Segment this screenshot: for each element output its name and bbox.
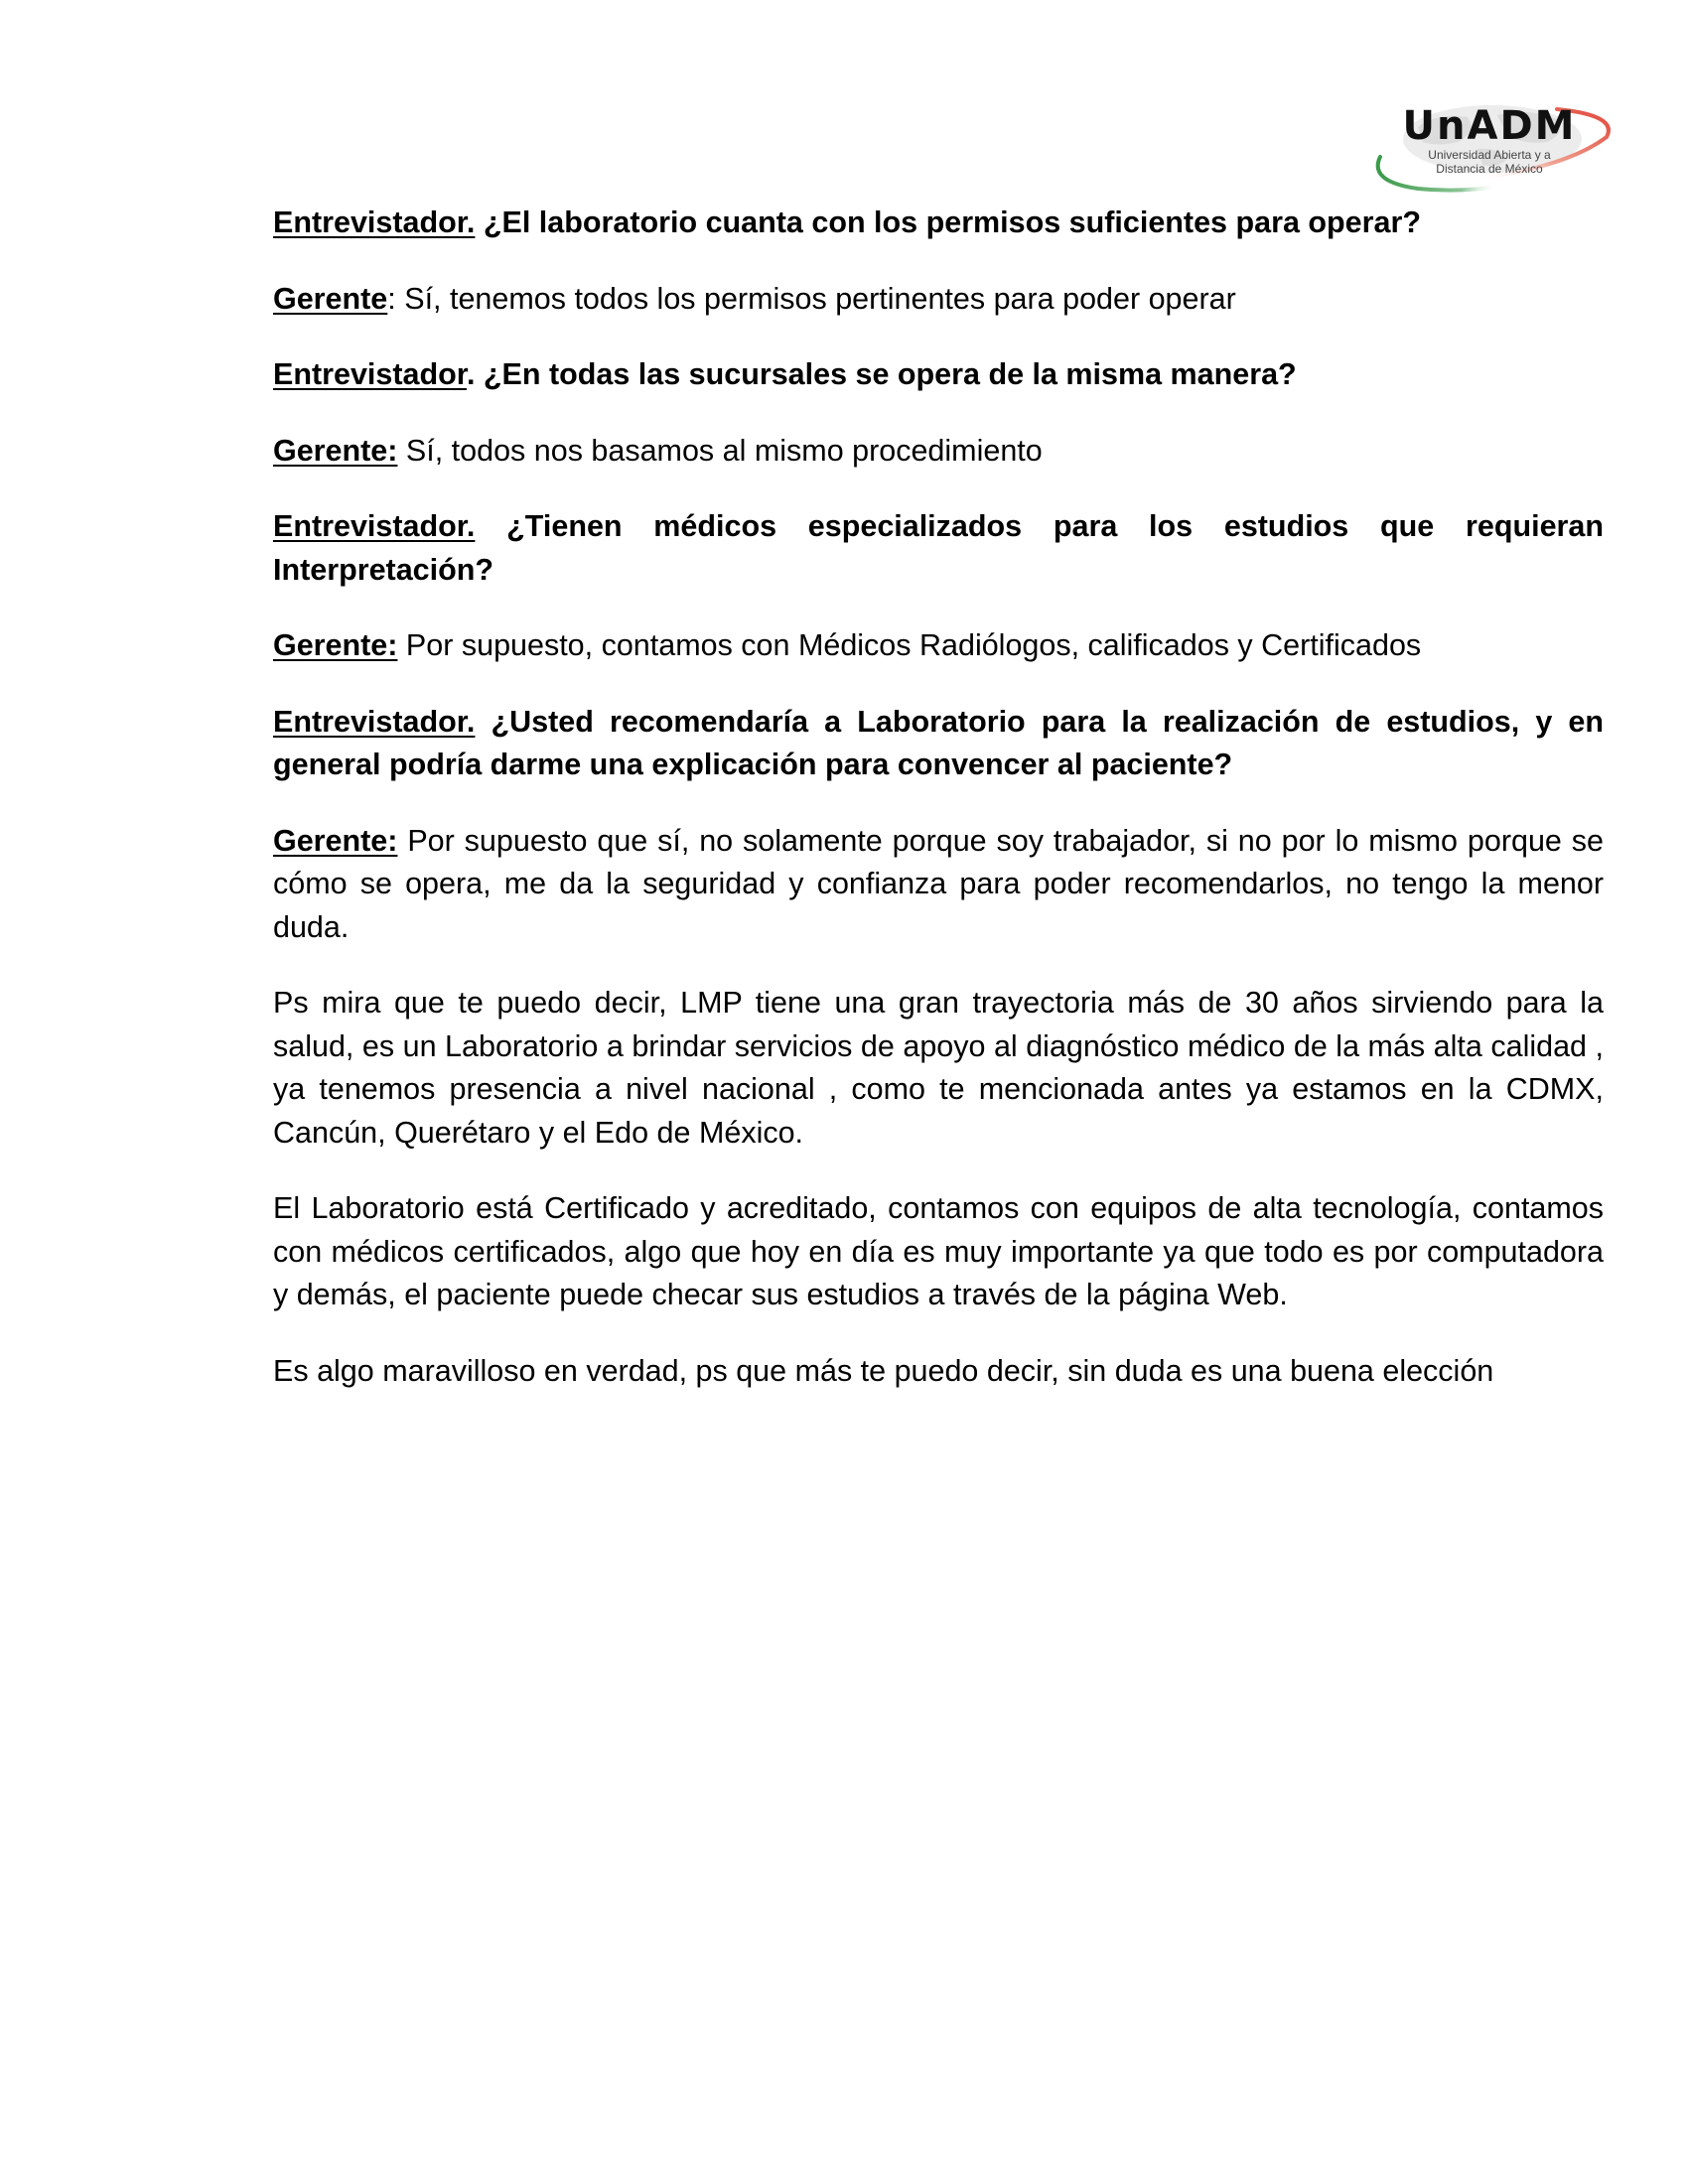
body-paragraph: Ps mira que te puedo decir, LMP tiene una gran trayectoria más de 30 años sirviendo para la salud, es un Laboratorio a brindar servicios de apoyo al diagnóstico médico de la más alta calidad , ya tenemos presencia a nivel nacional , como te mencionada antes ya estamos en la CDMX, Cancún, Querétaro y el Edo de México. [273, 986, 1604, 1150]
interview-question [273, 353, 1604, 397]
interview-question [273, 701, 1604, 787]
body-paragraph: Es algo maravilloso en verdad, ps que más te puedo decir, sin duda es una buena elección [273, 1353, 1494, 1388]
interview-question [273, 505, 1604, 592]
separator: : [387, 281, 405, 316]
speaker-label: Entrevistador. [273, 509, 476, 543]
speaker-label: Entrevistador. [273, 205, 476, 239]
interview-answer [273, 624, 1604, 668]
speaker-label: Gerente [273, 281, 388, 316]
answer-text: Sí, tenemos todos los permisos pertinentes para poder operar [404, 281, 1236, 316]
speaker-label: Entrevistador. [273, 704, 476, 739]
answer-text: Por supuesto que sí, no solamente porque soy trabajador, si no por lo mismo porque se cómo se opera, me da la seguridad y confianza para poder recomendarlos, no tengo la menor duda. [273, 823, 1604, 944]
document-body [273, 202, 1604, 1426]
separator [475, 205, 483, 239]
question-text: ¿Usted recomendaría a Laboratorio para la realización de estudios, y en general podría darme una explicación para convencer al paciente? [273, 704, 1604, 781]
question-text: ¿Tienen médicos especializados para los estudios que requieran Interpretación? [273, 509, 1604, 587]
separator [397, 628, 405, 662]
speaker-label: Gerente: [273, 628, 398, 662]
separator: . [466, 357, 484, 391]
speaker-label: Entrevistador [273, 357, 467, 391]
logo-wordmark: UnADM [1402, 103, 1577, 149]
answer-text: Por supuesto, contamos con Médicos Radiólogos, calificados y Certificados [405, 628, 1422, 662]
interview-answer [273, 278, 1604, 322]
interview-answer [273, 430, 1604, 474]
speaker-label: Gerente: [273, 823, 398, 858]
unadm-logo [1358, 87, 1617, 199]
speaker-label: Gerente: [273, 433, 398, 468]
unadm-logo-graphic [1358, 87, 1617, 199]
interview-question [273, 202, 1604, 245]
question-text: ¿El laboratorio cuanta con los permisos suficientes para operar? [483, 205, 1421, 239]
interview-answer [273, 820, 1604, 950]
logo-subtitle-line1: Universidad Abierta y a [1428, 148, 1551, 162]
question-text: ¿En todas las sucursales se opera de la misma manera? [483, 357, 1297, 391]
body-paragraph: El Laboratorio está Certificado y acreditado, contamos con equipos de alta tecnología, contamos con médicos certificados, algo que hoy en día es muy importante ya que todo es por computadora y demás, el paciente puede checar sus estudios a través de la página Web. [273, 1191, 1604, 1311]
logo-subtitle-line2: Distancia de México [1436, 162, 1543, 176]
separator [397, 434, 405, 468]
separator [397, 824, 407, 858]
separator [475, 705, 491, 739]
separator [475, 509, 506, 543]
answer-text: Sí, todos nos basamos al mismo procedimiento [405, 433, 1043, 468]
